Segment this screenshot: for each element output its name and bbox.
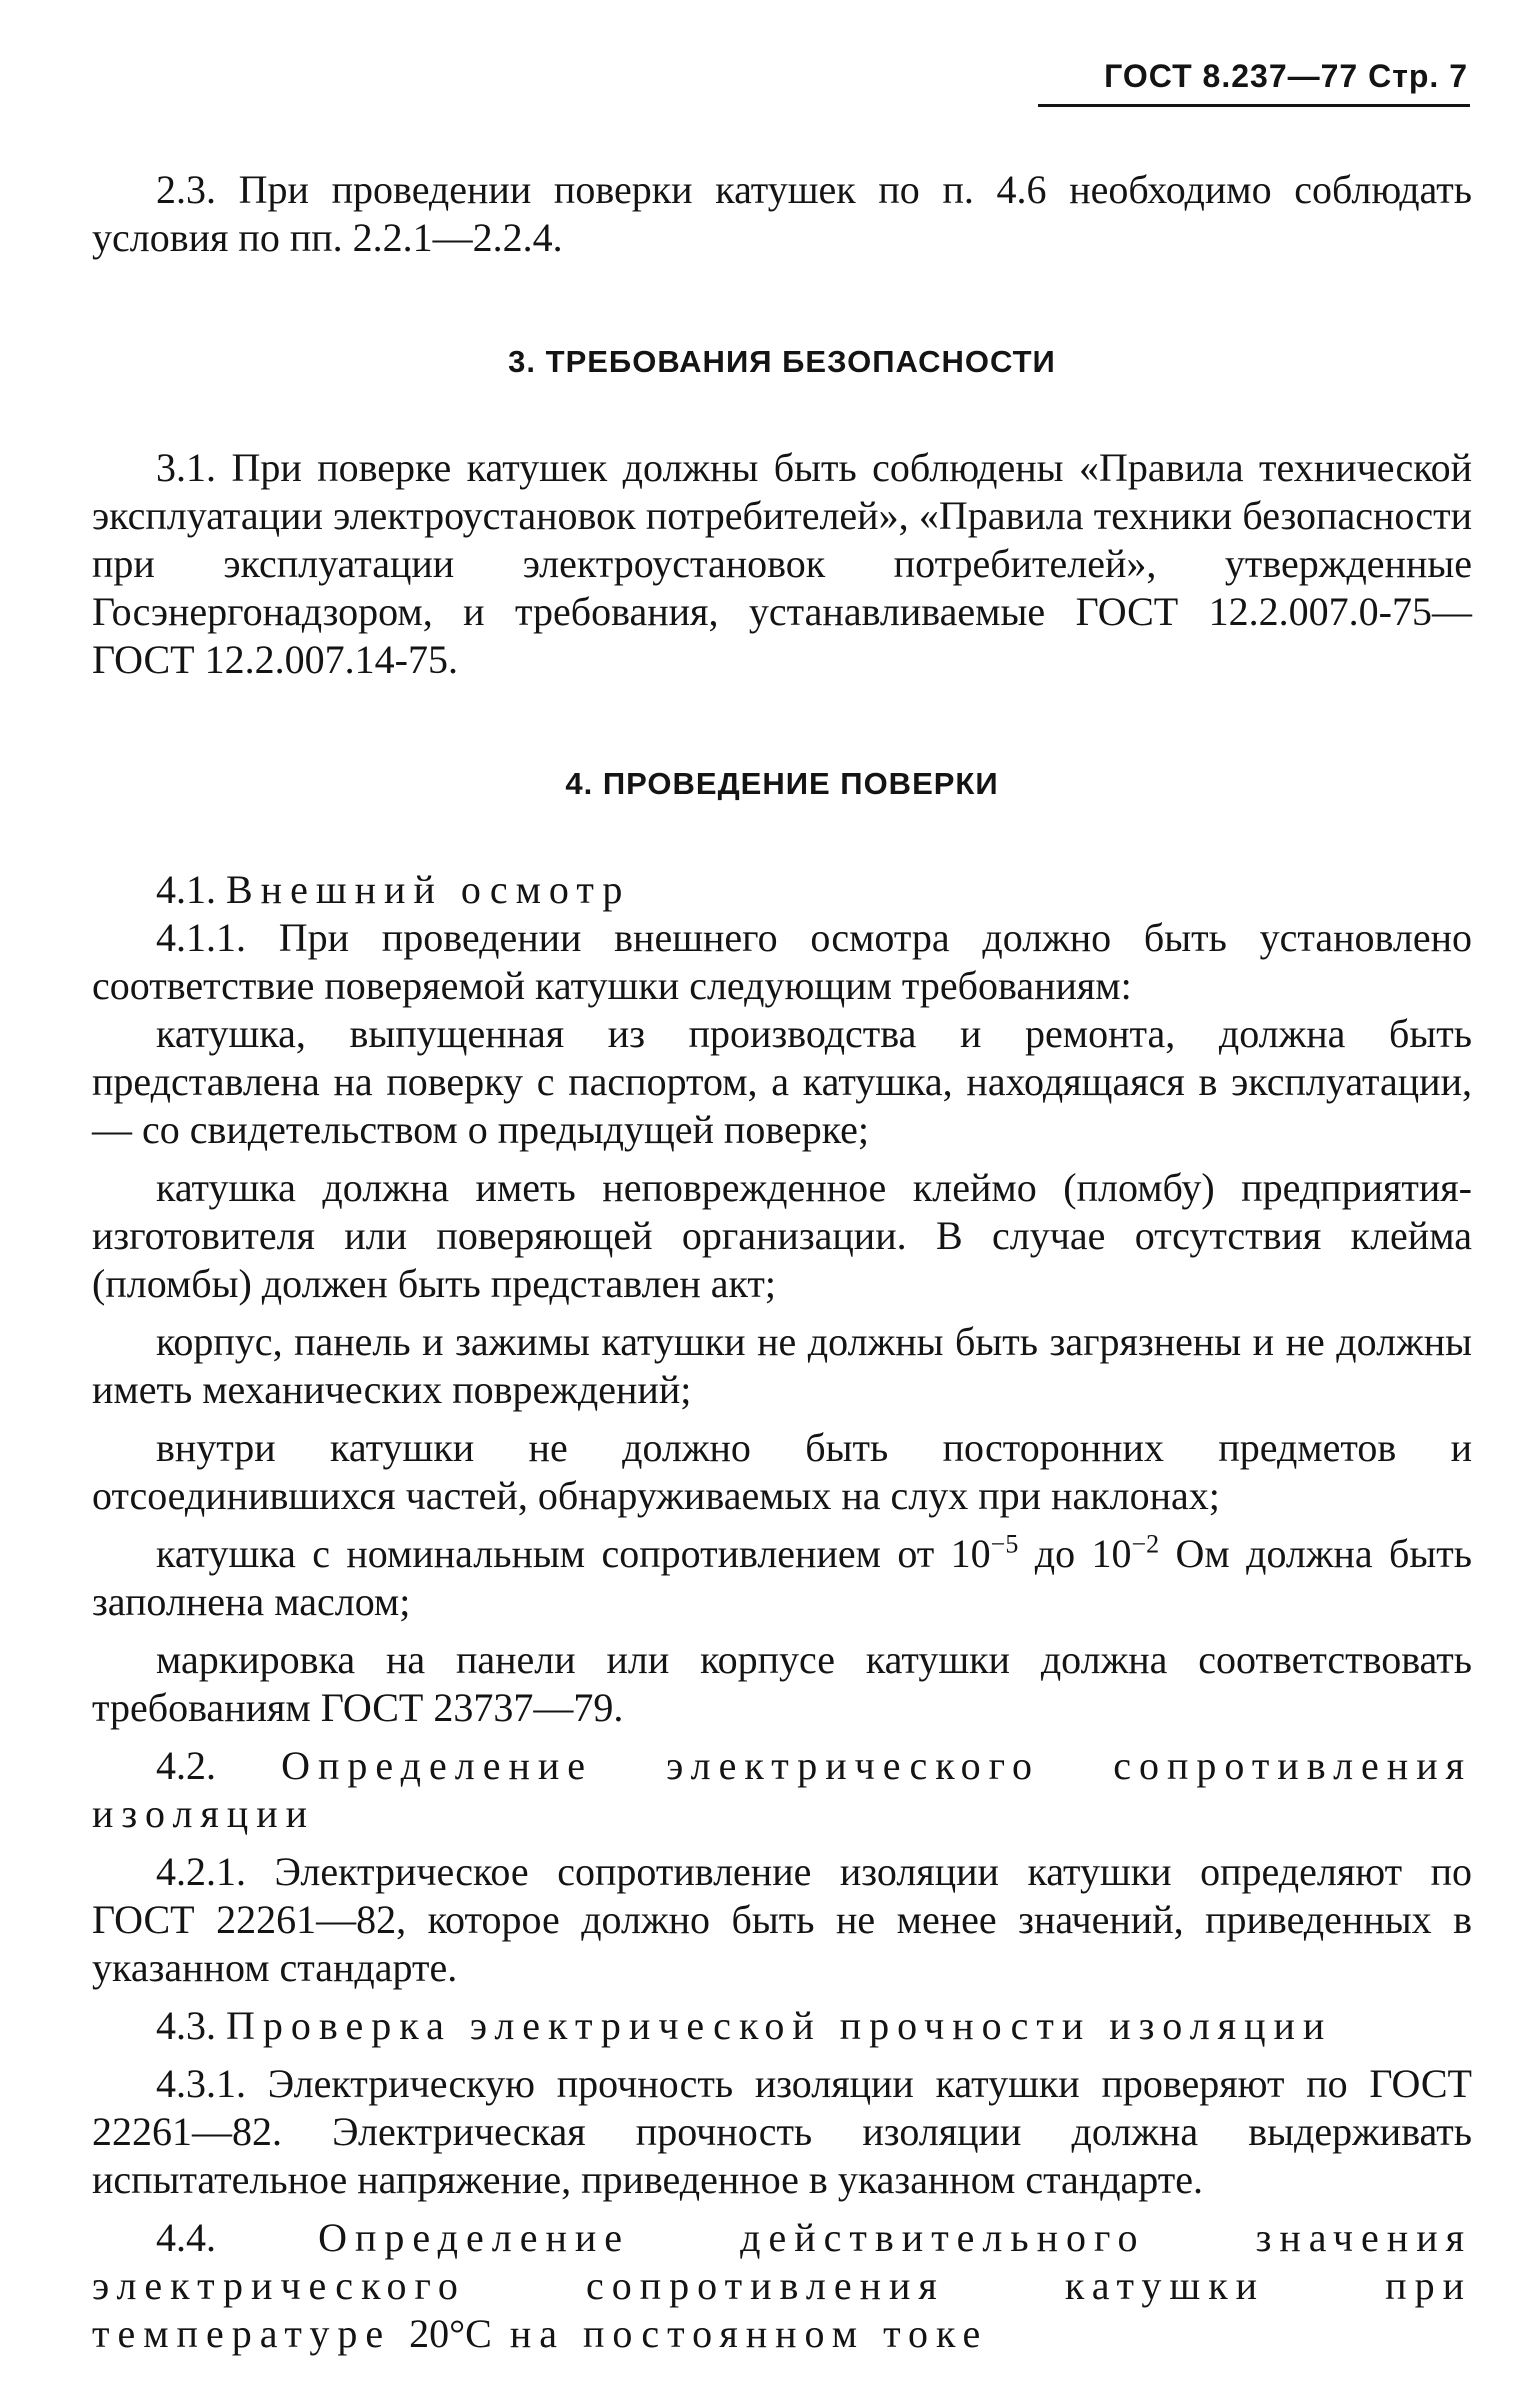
page-body (92, 166, 1472, 2358)
subsection-number: 4.4. (156, 2215, 216, 2260)
subsection-4-2-title (92, 1742, 1472, 1838)
exponent: −5 (990, 1529, 1019, 1559)
requirement-item: внутри катушки не должно быть посторонних предметов и отсоединившихся частей, обнаруживаемых на слух при наклонах; (92, 1425, 1472, 1518)
subsection-number: 4.2. (156, 1743, 216, 1788)
requirement-item: катушка, выпущенная из производства и ремонта, должна быть представлена на поверку с паспортом, а катушка, находящаяся в эксплуатации, — со свидетельством о предыдущей поверке; (92, 1011, 1472, 1152)
paragraph-4-3-1: 4.3.1. Электрическую прочность изоляции катушки проверяют по ГОСТ 22261—82. Электрическая прочность изоляции должна выдерживать испытательное напряжение, приведенное в указанном стандарте. (92, 2061, 1472, 2202)
item-text: катушка с номинальным сопротивлением от 10 (156, 1531, 991, 1576)
temperature-value: 20°C (409, 2311, 492, 2356)
requirement-item: корпус, панель и зажимы катушки не должны быть загрязнены и не должны иметь механических повреждений; (92, 1319, 1472, 1412)
section-heading-3: 3. ТРЕБОВАНИЯ БЕЗОПАСНОСТИ (508, 344, 1056, 379)
item-text: до 10 (1018, 1531, 1132, 1576)
subsection-title: Внешний осмотр (226, 867, 631, 912)
section-heading-4: 4. ПРОВЕДЕНИЕ ПОВЕРКИ (565, 766, 999, 801)
subsection-4-4-title (92, 2214, 1472, 2358)
requirement-item: маркировка на панели или корпусе катушки должна соответствовать требованиям ГОСТ 23737—79. (92, 1637, 1472, 1730)
subsection-number: 4.1. (156, 867, 216, 912)
subsection-title: на постоянном токе (491, 2311, 989, 2356)
paragraph-4-1-1: 4.1.1. При проведении внешнего осмотра должно быть установлено соответствие поверяемой катушки следующим требованиям: (92, 915, 1472, 1008)
requirement-item (92, 1530, 1472, 1626)
subsection-title: Проверка электрической прочности изоляции (226, 2003, 1333, 2048)
paragraph-3-1: 3.1. При поверке катушек должны быть соблюдены «Правила технической эксплуатации электроустановок потребителей», «Правила техники безопасности при эксплуатации электроустановок потребителей», утвержденные Госэнергонадзором, и требования, устанавливаемые ГОСТ 12.2.007.0-75—ГОСТ 12.2.007.14-75. (92, 445, 1472, 682)
header-rule (1038, 104, 1470, 107)
subsection-title: Определение действительного значения электрического сопротивления катушки при температуре (92, 2215, 1473, 2356)
subsection-4-3-title (92, 2002, 1472, 2050)
paragraph-2-3: 2.3. При проведении поверки катушек по п. 4.6 необходимо соблюдать условия по пп. 2.2.1—2.2.4. (92, 167, 1472, 260)
item-text: Ом должна быть заполнена маслом; (92, 1531, 1473, 1624)
subsection-number: 4.3. (156, 2003, 216, 2048)
requirement-item: катушка должна иметь неповрежденное клеймо (пломбу) предприятия-изготовителя или поверяющей организации. В случае отсутствия клейма (пломбы) должен быть представлен акт; (92, 1165, 1472, 1306)
subsection-title: Определение электрического сопротивления изоляции (92, 1743, 1472, 1836)
exponent: −2 (1131, 1529, 1160, 1559)
subsection-4-1-title (92, 866, 1472, 914)
paragraph-4-2-1: 4.2.1. Электрическое сопротивление изоляции катушки определяют по ГОСТ 22261—82, которое должно быть не менее значений, приведенных в указанном стандарте. (92, 1849, 1472, 1990)
running-header: ГОСТ 8.237—77 Стр. 7 (1104, 58, 1468, 94)
